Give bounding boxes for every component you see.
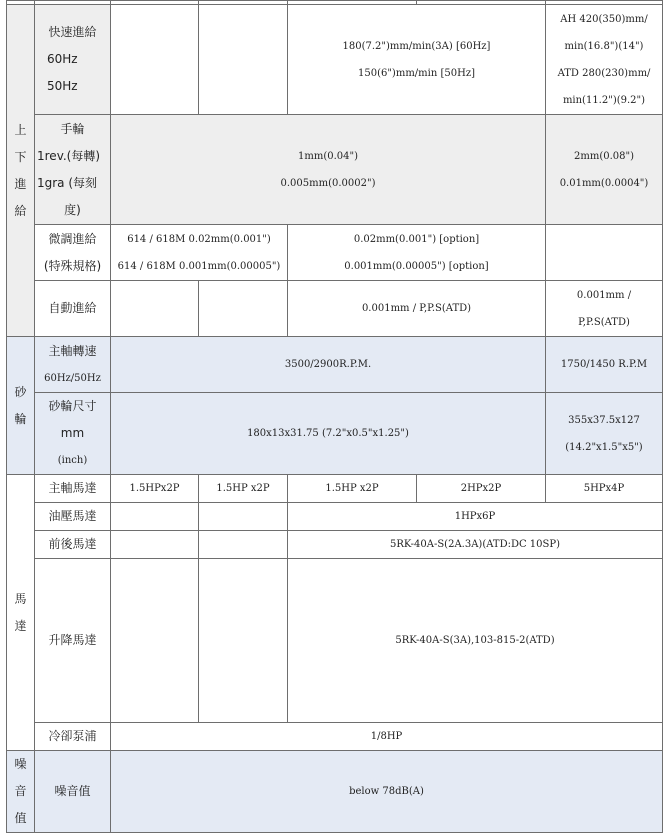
value-handwheel-ah: 2mm(0.08") 0.01mm(0.0004") — [546, 115, 663, 225]
category-wheel: 砂輪 — [7, 337, 35, 475]
value-spindle-motor-4: 2HPx2P — [417, 475, 546, 503]
row-noise — [7, 751, 663, 833]
value-wheel-speed: 3500/2900R.P.M. — [111, 337, 546, 393]
empty-cell — [199, 559, 288, 723]
label-spindle-motor: 主軸馬達 — [35, 475, 111, 503]
value-spindle-motor-1: 1.5HPx2P — [111, 475, 199, 503]
value-fine-feed-option: 0.02mm(0.001") [option] 0.001mm(0.00005") [option] — [288, 225, 546, 281]
label-coolant-pump: 冷卻泵浦 — [35, 723, 111, 751]
empty-cell — [111, 5, 199, 115]
label-noise: 噪音值 — [35, 751, 111, 833]
row-rapid-feed — [7, 5, 663, 115]
empty-cell — [199, 281, 288, 337]
value-auto-feed-ah: 0.001mm / P,P.S(ATD) — [546, 281, 663, 337]
empty-cell — [111, 531, 199, 559]
empty-cell — [546, 225, 663, 281]
category-motor: 馬達 — [7, 475, 35, 751]
value-elevation-motor: 5RK-40A-S(3A),103-815-2(ATD) — [288, 559, 663, 723]
value-spindle-motor-5: 5HPx4P — [546, 475, 663, 503]
label-rapid-feed: 快速進給 60Hz 50Hz — [35, 5, 111, 115]
label-auto-feed: 自動進給 — [35, 281, 111, 337]
empty-cell — [111, 559, 199, 723]
value-noise: below 78dB(A) — [111, 751, 663, 833]
label-hydraulic-motor: 油壓馬達 — [35, 503, 111, 531]
value-coolant-pump: 1/8HP — [111, 723, 663, 751]
row-elevation-motor — [7, 559, 663, 668]
value-spindle-motor-3: 1.5HP x2P — [288, 475, 417, 503]
value-spindle-motor-2: 1.5HP x2P — [199, 475, 288, 503]
row-cross-motor — [7, 531, 663, 559]
row-hydraulic-motor — [7, 503, 663, 531]
row-fine-feed — [7, 225, 663, 281]
row-coolant-pump — [7, 723, 663, 751]
row-handwheel — [7, 115, 663, 225]
value-fine-feed-614: 614 / 618M 0.02mm(0.001") 614 / 618M 0.001mm(0.00005") — [111, 225, 288, 281]
value-rapid-feed: 180(7.2")mm/min(3A) [60Hz] 150(6")mm/min [50Hz] — [288, 5, 546, 115]
row-spindle-motor — [7, 475, 663, 503]
label-wheel-size: 砂輪尺寸 mm (inch) — [35, 393, 111, 475]
category-vertical-feed: 上下 進給 — [7, 5, 35, 337]
row-auto-feed — [7, 281, 663, 337]
label-cross-motor: 前後馬達 — [35, 531, 111, 559]
row-wheel-speed — [7, 337, 663, 393]
value-wheel-speed-ah: 1750/1450 R.P.M — [546, 337, 663, 393]
label-wheel-speed: 主軸轉速 60Hz/50Hz — [35, 337, 111, 393]
empty-cell — [111, 281, 199, 337]
label-handwheel: 手輪 1rev.(每轉) 1gra (每刻 度) — [35, 115, 111, 225]
value-wheel-size-ah: 355x37.5x127 (14.2"x1.5"x5") — [546, 393, 663, 475]
empty-cell — [199, 531, 288, 559]
spec-table-wrapper — [6, 0, 662, 833]
label-fine-feed: 微調進給 (特殊規格) — [35, 225, 111, 281]
value-auto-feed: 0.001mm / P,P.S(ATD) — [288, 281, 546, 337]
empty-cell — [111, 503, 199, 531]
value-cross-motor: 5RK-40A-S(2A.3A)(ATD:DC 10SP) — [288, 531, 663, 559]
spec-table — [6, 0, 663, 833]
category-noise: 噪 音 值 — [7, 751, 35, 833]
label-elevation-motor: 升降馬達 — [35, 559, 111, 723]
value-rapid-feed-ah: AH 420(350)mm/ min(16.8")(14") ATD 280(230)mm/ min(11.2")(9.2") — [546, 5, 663, 115]
value-hydraulic-motor: 1HPx6P — [288, 503, 663, 531]
value-handwheel: 1mm(0.04") 0.005mm(0.0002") — [111, 115, 546, 225]
empty-cell — [199, 503, 288, 531]
row-wheel-size — [7, 393, 663, 475]
value-wheel-size: 180x13x31.75 (7.2"x0.5"x1.25") — [111, 393, 546, 475]
empty-cell — [199, 5, 288, 115]
